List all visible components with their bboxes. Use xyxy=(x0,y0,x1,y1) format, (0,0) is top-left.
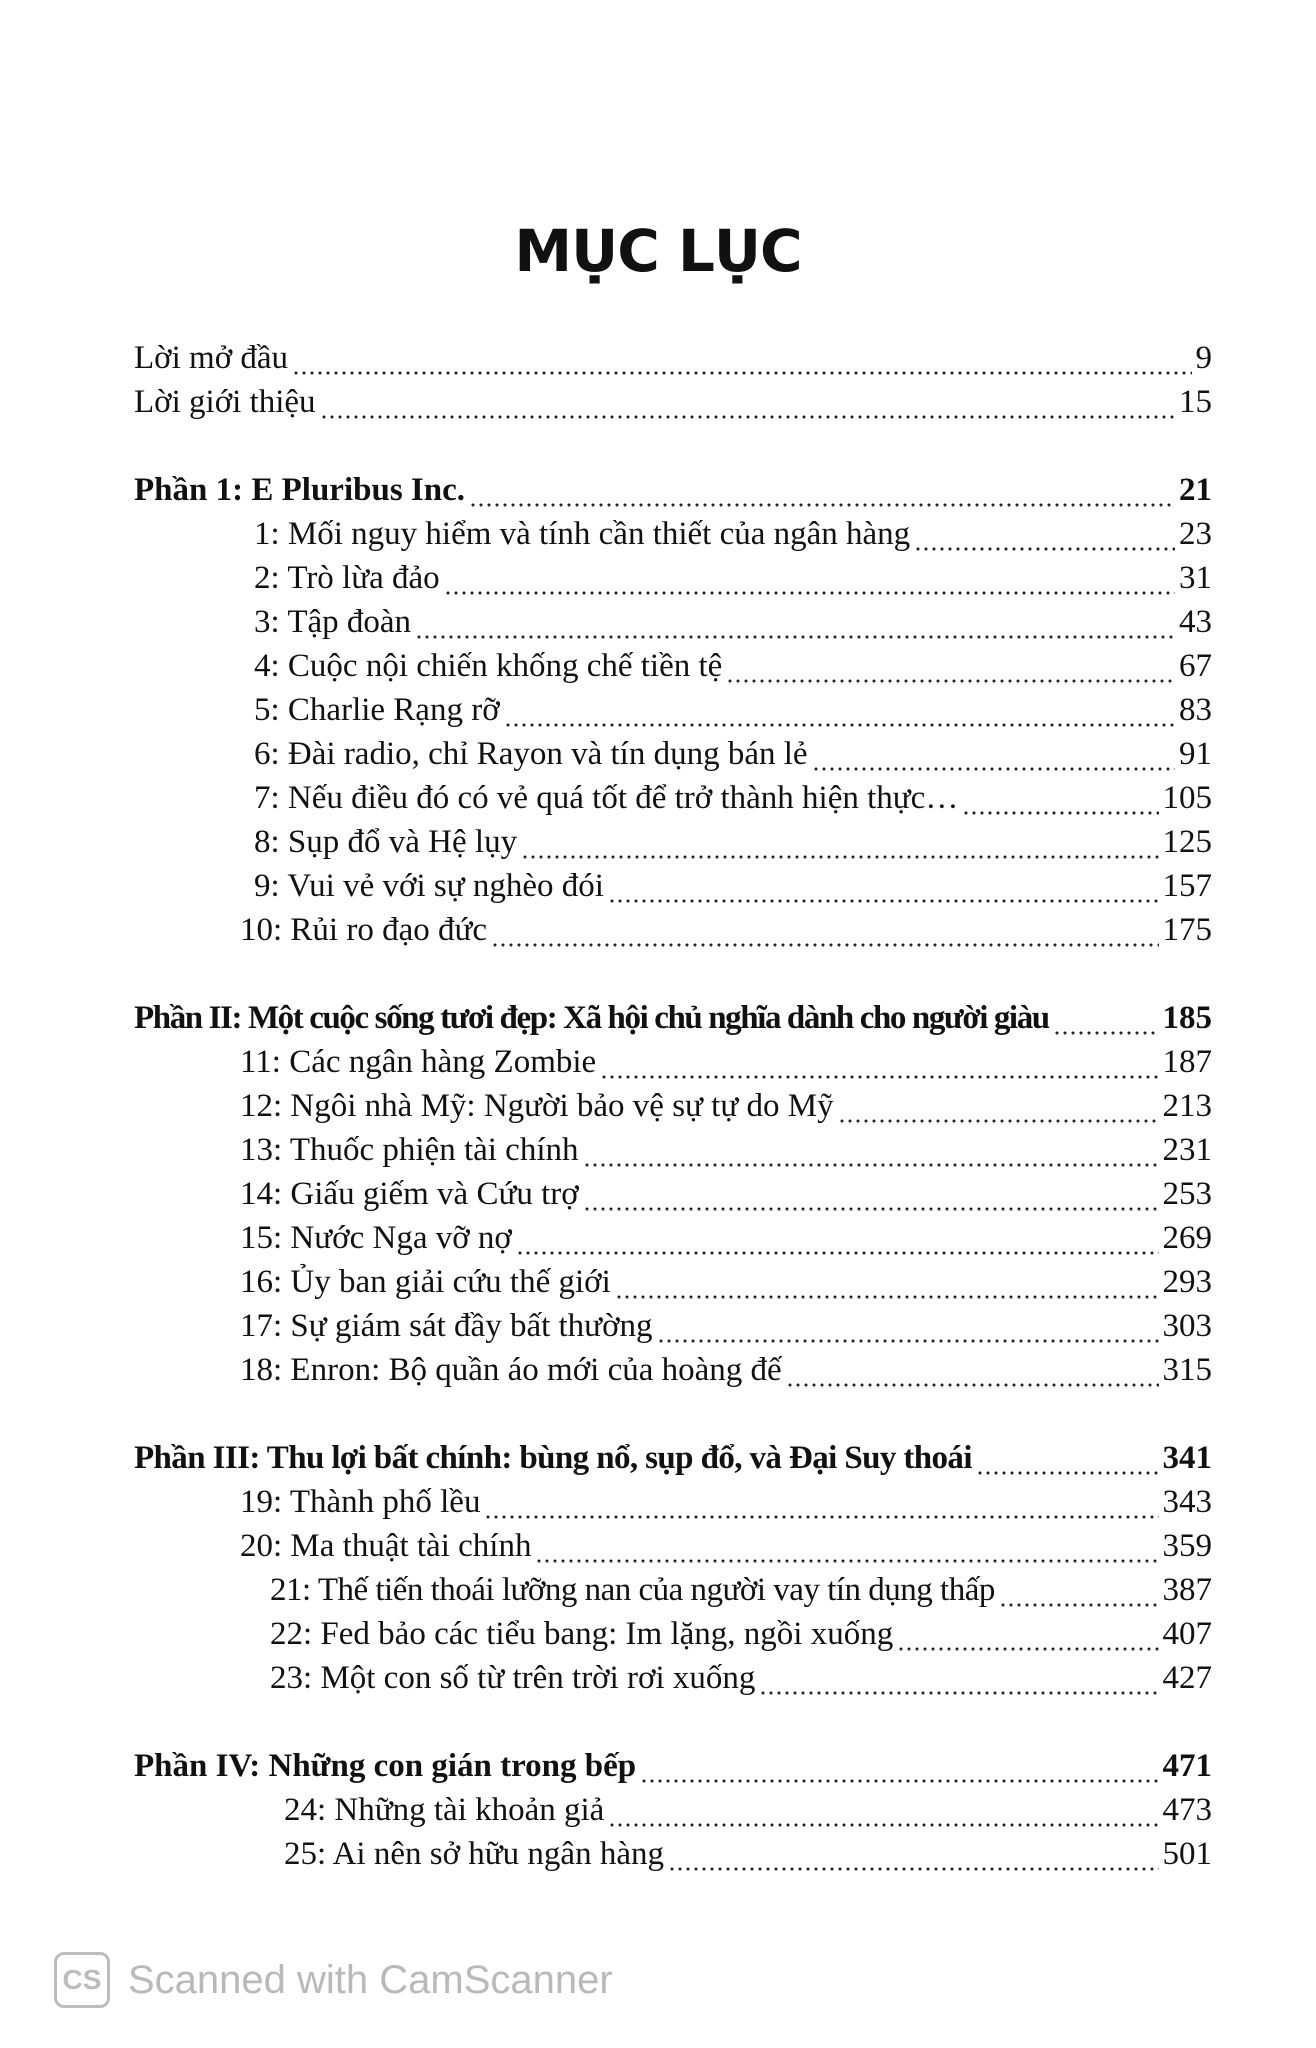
toc-chapter-label: 15: Nước Nga vỡ nợ xyxy=(240,1220,512,1256)
toc-chapter-label: 20: Ma thuật tài chính xyxy=(240,1528,532,1564)
dot-leader xyxy=(812,732,1175,776)
page-title: MỤC LỤC xyxy=(514,216,802,285)
toc-chapter-23[interactable] xyxy=(270,1656,1212,1700)
toc-page-number: 67 xyxy=(1179,648,1212,684)
toc-page-number: 125 xyxy=(1162,824,1212,860)
toc-page-number: 91 xyxy=(1179,736,1212,772)
dot-leader xyxy=(535,1524,1158,1568)
toc-chapter-5[interactable] xyxy=(254,688,1212,732)
toc-page-number: 269 xyxy=(1162,1220,1212,1256)
toc-page-number: 83 xyxy=(1179,692,1212,728)
toc-chapter-24[interactable] xyxy=(284,1788,1212,1832)
dot-leader xyxy=(962,776,1158,820)
toc-page-number: 407 xyxy=(1162,1616,1212,1652)
toc-page-number: 15 xyxy=(1179,384,1212,420)
toc-page-number: 473 xyxy=(1162,1792,1212,1828)
dot-leader xyxy=(484,1480,1158,1524)
toc-page-number: 213 xyxy=(1162,1088,1212,1124)
dot-leader xyxy=(726,644,1175,688)
dot-leader xyxy=(415,600,1175,644)
dot-leader xyxy=(608,1788,1158,1832)
toc-chapter-12[interactable] xyxy=(240,1084,1212,1128)
toc-chapter-9[interactable] xyxy=(254,864,1212,908)
toc-chapter-label: 21: Thế tiến thoái lưỡng nan của người vay tín dụng thấp xyxy=(270,1572,995,1608)
dot-leader xyxy=(469,468,1175,512)
toc-chapter-21[interactable] xyxy=(270,1568,1212,1612)
toc-chapter-label: 16: Ủy ban giải cứu thế giới xyxy=(240,1264,611,1300)
toc-page-number: 293 xyxy=(1162,1264,1212,1300)
toc-page-number: 9 xyxy=(1195,340,1212,376)
dot-leader xyxy=(838,1084,1159,1128)
toc-page-number: 253 xyxy=(1162,1176,1212,1212)
toc-chapter-label: 19: Thành phố lều xyxy=(240,1484,481,1520)
toc-chapter-label: 14: Giấu giếm và Cứu trợ xyxy=(240,1176,579,1212)
toc-part-2[interactable] xyxy=(134,996,1212,1040)
toc-chapter-label: 24: Những tài khoản giả xyxy=(284,1792,605,1828)
toc-chapter-label: 2: Trò lừa đảo xyxy=(254,560,440,596)
camscanner-watermark xyxy=(54,1950,613,2010)
toc-chapter-16[interactable] xyxy=(240,1260,1212,1304)
toc-chapter-label: 17: Sự giám sát đầy bất thường xyxy=(240,1308,653,1344)
toc-part-label: Phần III: Thu lợi bất chính: bùng nổ, sụp đổ, và Đại Suy thoái xyxy=(134,1440,972,1476)
dot-leader xyxy=(976,1436,1159,1480)
toc-chapter-8[interactable] xyxy=(254,820,1212,864)
toc-chapter-20[interactable] xyxy=(240,1524,1212,1568)
toc-page-number: 231 xyxy=(1162,1132,1212,1168)
toc-part-3[interactable] xyxy=(134,1436,1212,1480)
toc-chapter-18[interactable] xyxy=(240,1348,1212,1392)
toc-chapter-19[interactable] xyxy=(240,1480,1212,1524)
toc-chapter-label: 7: Nếu điều đó có vẻ quá tốt để trở thành hiện thực… xyxy=(254,780,959,816)
toc-chapter-label: 22: Fed bảo các tiểu bang: Im lặng, ngồi xuống xyxy=(270,1616,894,1652)
dot-leader xyxy=(504,688,1175,732)
dot-leader xyxy=(608,864,1159,908)
toc-page-number: 501 xyxy=(1162,1836,1212,1872)
toc-page-number: 387 xyxy=(1162,1572,1212,1608)
toc-chapter-label: 23: Một con số từ trên trời rơi xuống xyxy=(270,1660,756,1696)
toc-page-number: 157 xyxy=(1162,868,1212,904)
dot-leader xyxy=(320,380,1175,424)
toc-page-number: 105 xyxy=(1162,780,1212,816)
toc-chapter-label: 25: Ai nên sở hữu ngân hàng xyxy=(284,1836,664,1872)
toc-chapter-label: 13: Thuốc phiện tài chính xyxy=(240,1132,579,1168)
toc-chapter-label: 18: Enron: Bộ quần áo mới của hoàng đế xyxy=(240,1352,782,1388)
toc-entry-label: Lời mở đầu xyxy=(134,340,289,376)
toc-page-number: 31 xyxy=(1179,560,1212,596)
toc-page-number: 471 xyxy=(1162,1748,1212,1784)
dot-leader xyxy=(583,1128,1159,1172)
toc-chapter-label: 12: Ngôi nhà Mỹ: Người bảo vệ sự tự do Mỹ xyxy=(240,1088,834,1124)
toc-page-number: 341 xyxy=(1162,1440,1212,1476)
toc-chapter-25[interactable] xyxy=(284,1832,1212,1876)
dot-leader xyxy=(759,1656,1158,1700)
toc-chapter-3[interactable] xyxy=(254,600,1212,644)
dot-leader xyxy=(914,512,1175,556)
dot-leader xyxy=(897,1612,1158,1656)
dot-leader xyxy=(600,1040,1158,1084)
toc-part-label: Phần II: Một cuộc sống tươi đẹp: Xã hội chủ nghĩa dành cho người giàu xyxy=(134,1000,1049,1036)
toc-chapter-15[interactable] xyxy=(240,1216,1212,1260)
dot-leader xyxy=(516,1216,1159,1260)
dot-leader xyxy=(583,1172,1159,1216)
toc-chapter-2[interactable] xyxy=(254,556,1212,600)
toc-chapter-label: 10: Rủi ro đạo đức xyxy=(240,912,488,948)
toc-chapter-1[interactable] xyxy=(254,512,1212,556)
toc-chapter-label: 11: Các ngân hàng Zombie xyxy=(240,1044,597,1080)
toc-chapter-label: 1: Mối nguy hiểm và tính cần thiết của ngân hàng xyxy=(254,516,911,552)
dot-leader xyxy=(1053,996,1159,1040)
toc-chapter-4[interactable] xyxy=(254,644,1212,688)
toc-page-number: 23 xyxy=(1179,516,1212,552)
toc-chapter-17[interactable] xyxy=(240,1304,1212,1348)
toc-chapter-6[interactable] xyxy=(254,732,1212,776)
dot-leader xyxy=(491,908,1158,952)
toc-page-number: 21 xyxy=(1179,472,1212,508)
toc-chapter-13[interactable] xyxy=(240,1128,1212,1172)
toc-page-number: 185 xyxy=(1162,1000,1212,1036)
toc-chapter-14[interactable] xyxy=(240,1172,1212,1216)
dot-leader xyxy=(657,1304,1159,1348)
toc-page-number: 315 xyxy=(1162,1352,1212,1388)
toc-page-number: 359 xyxy=(1162,1528,1212,1564)
toc-part-4[interactable] xyxy=(134,1744,1212,1788)
dot-leader xyxy=(521,820,1158,864)
toc-page-number: 303 xyxy=(1162,1308,1212,1344)
toc-chapter-label: 6: Đài radio, chỉ Rayon và tín dụng bán lẻ xyxy=(254,736,808,772)
toc-entry-label: Lời giới thiệu xyxy=(134,384,316,420)
toc-part-label: Phần 1: E Pluribus Inc. xyxy=(134,472,465,508)
toc-page-number: 43 xyxy=(1179,604,1212,640)
dot-leader xyxy=(786,1348,1159,1392)
toc-chapter-label: 9: Vui vẻ với sự nghèo đói xyxy=(254,868,604,904)
toc-entry-preface[interactable] xyxy=(134,336,1212,380)
dot-leader xyxy=(615,1260,1159,1304)
dot-leader xyxy=(640,1744,1158,1788)
dot-leader xyxy=(668,1832,1159,1876)
toc-page-number: 343 xyxy=(1162,1484,1212,1520)
toc-chapter-11[interactable] xyxy=(240,1040,1212,1084)
toc-part-1[interactable] xyxy=(134,468,1212,512)
dot-leader xyxy=(444,556,1175,600)
watermark-text: Scanned with CamScanner xyxy=(128,1957,613,2002)
toc-chapter-7[interactable] xyxy=(254,776,1212,820)
toc-chapter-label: 4: Cuộc nội chiến khống chế tiền tệ xyxy=(254,648,723,684)
toc-page-number: 175 xyxy=(1162,912,1212,948)
dot-leader xyxy=(999,1568,1159,1612)
toc-page-number: 187 xyxy=(1162,1044,1212,1080)
toc-part-label: Phần IV: Những con gián trong bếp xyxy=(134,1748,637,1784)
toc-chapter-label: 5: Charlie Rạng rỡ xyxy=(254,692,500,728)
toc-page-number: 427 xyxy=(1162,1660,1212,1696)
toc-chapter-10[interactable] xyxy=(240,908,1212,952)
dot-leader xyxy=(292,336,1191,380)
toc-chapter-label: 8: Sụp đổ và Hệ lụy xyxy=(254,824,518,860)
toc-chapter-22[interactable] xyxy=(270,1612,1212,1656)
toc-entry-introduction[interactable] xyxy=(134,380,1212,424)
toc-chapter-label: 3: Tập đoàn xyxy=(254,604,412,640)
camscanner-logo-icon: CS xyxy=(54,1952,110,2008)
